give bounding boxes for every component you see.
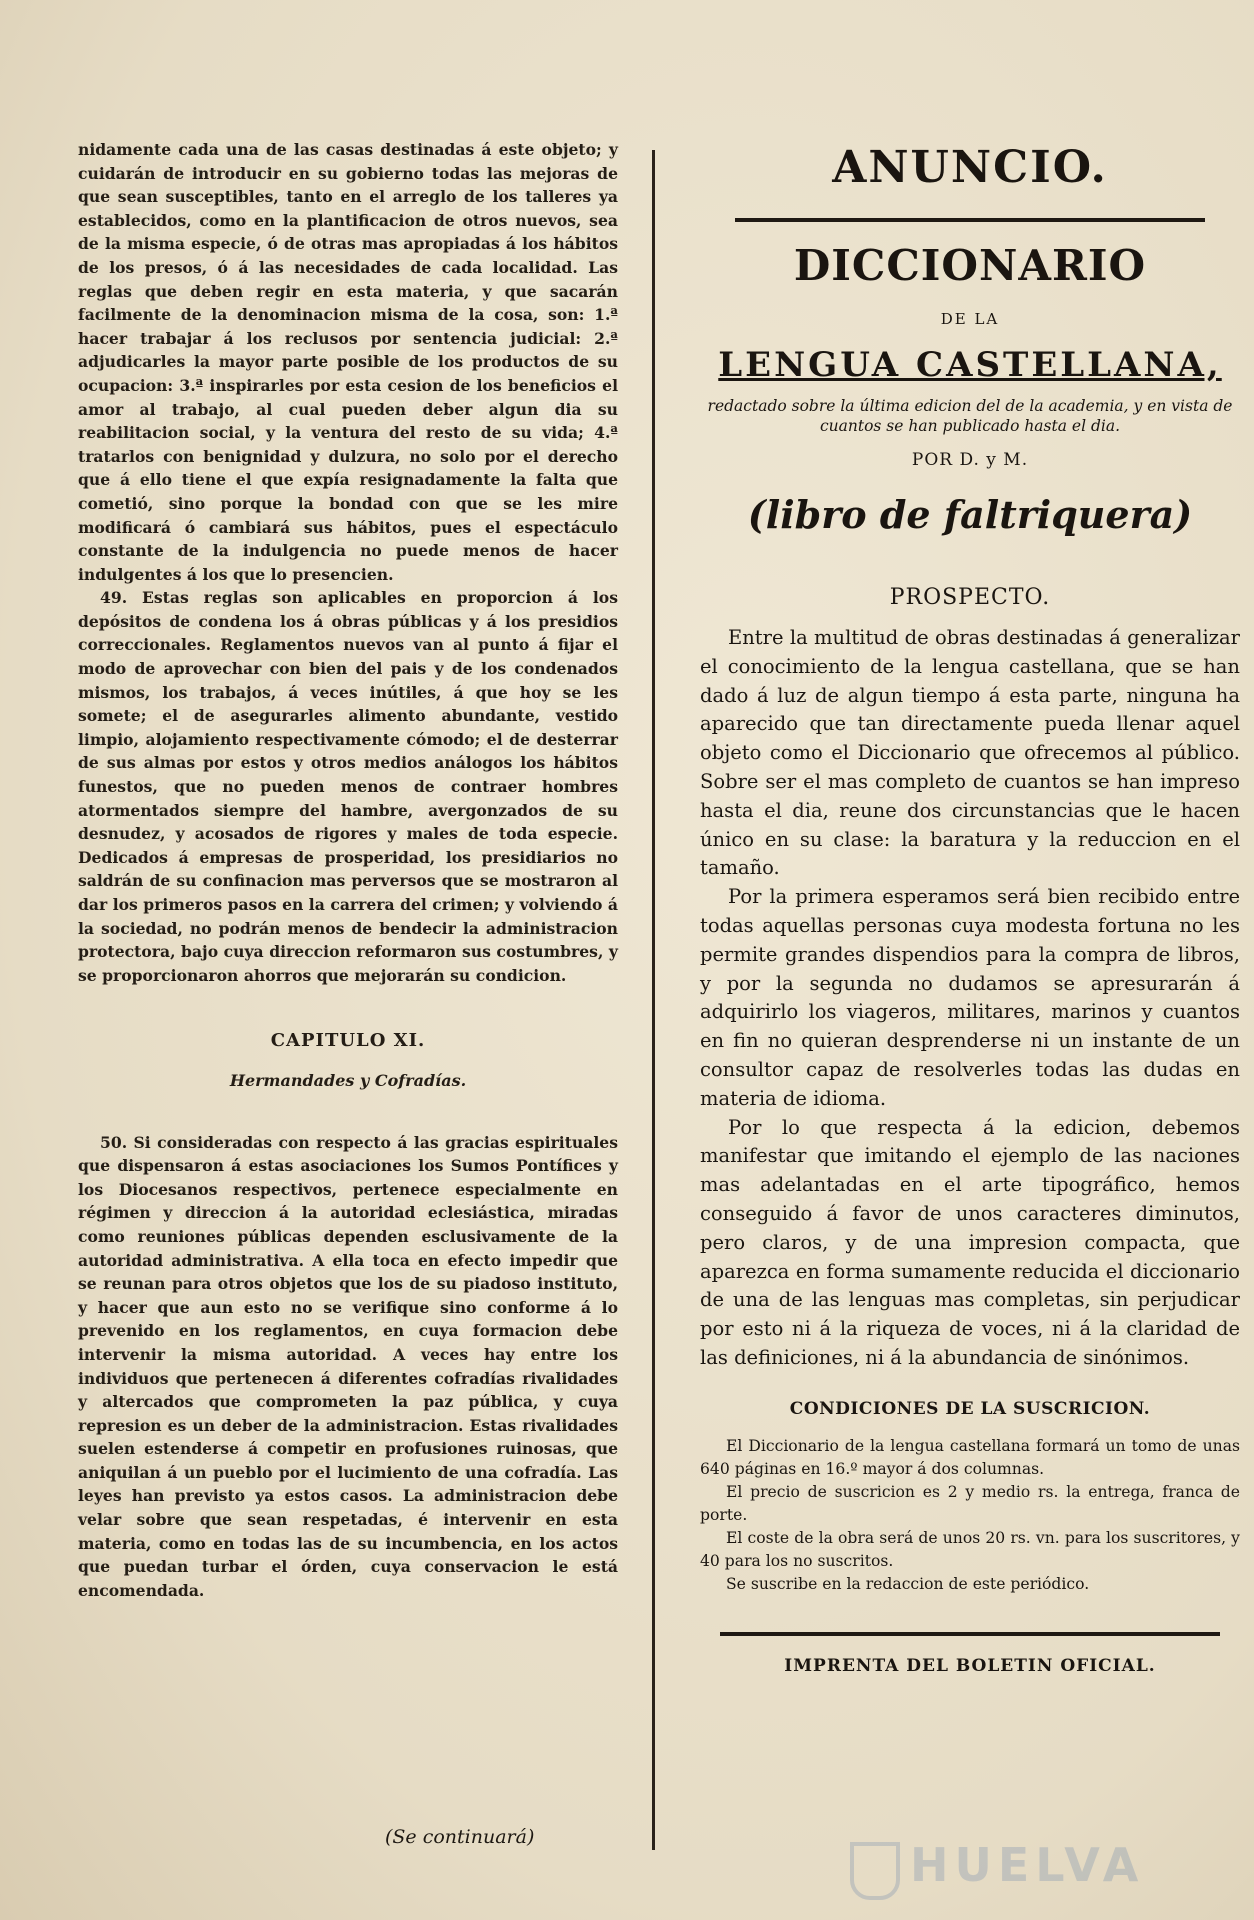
column-divider xyxy=(652,150,655,1850)
library-watermark xyxy=(850,1838,1170,1898)
horizontal-rule xyxy=(720,1632,1220,1636)
prospectus-body xyxy=(700,624,1240,1373)
chapter-title: CAPITULO XI. xyxy=(270,1030,426,1052)
condition-item: El precio de suscricion es 2 y medio rs. la entrega, franca de porte. xyxy=(700,1482,1240,1524)
paragraph-49: 49. Estas reglas son aplicables en proporcion á los depósitos de condena los á obras públicas y á los presidios correccionales. Reglamentos nuevos van al punto á fijar el modo de aprovechar con bien del pais y de los condenados mismos, los trabajos, á veces inútiles, á que hoy se les somete; el de asegurarles alimento abundante, vestido limpio, alojamiento respectivamente cómodo; el de desterrar de sus almas por estos y otros medios análogos los hábitos funestos, que no pueden menos de contraer hombres atormentados siempre del hambre, avergonzados de su desnudez, y acosados de rigores y males de toda especie. Dedicados á empresas de prosperidad, los presidiarios no saldrán de su confinacion mas perversos que se mostraron al dar los primeros pasos en la carrera del crimen; y volviendo á la sociedad, no podrán menos de bendecir la administracion protectora, bajo cuya direccion reformaron sus costumbres, y se proporcionaron ahorros que mejorarán su condicion. xyxy=(78,588,618,985)
condition-item: Se suscribe en la redaccion de este periódico. xyxy=(726,1574,1090,1593)
watermark-text: HUELVA xyxy=(910,1838,1145,1892)
right-column xyxy=(700,138,1240,1676)
lengua-castellana-title: LENGUA CASTELLANA, xyxy=(718,345,1222,385)
prospectus-paragraph: Por lo que respecta á la edicion, debemos manifestar que imitando el ejemplo de las naciones mas adelantadas en el arte tipográfico, hemos conseguido á favor de unos caracteres diminutos, pero claros, y de una impresion compacta, que aparezca en forma sumamente reducida el diccionario de una de las lenguas mas completas, sin perjudicar por esto ni á la riqueza de voces, ni á la claridad de las definiciones, ni á la abundancia de sinónimos. xyxy=(700,1115,1240,1369)
de-la-label: DE LA xyxy=(940,310,1000,328)
printer-imprint: IMPRENTA DEL BOLETIN OFICIAL. xyxy=(784,1655,1156,1676)
paragraph-50: 50. Si consideradas con respecto á las gracias espirituales que dispensaron á estas asociaciones los Sumos Pontífices y los Diocesanos respectivos, pertenece especialmente en régimen y direccion á la autoridad eclesiástica, miradas como reuniones públicas dependen esclusivamente de la autoridad administrativa. A ella toca en efecto impedir que se reunan para otros objetos que los de su piadoso instituto, y hacer que aun esto no se verifique sino conforme á lo prevenido en los reglamentos, en cuya formacion debe intervenir la misma autoridad. A veces hay entre los individuos que pertenecen á diferentes cofradías rivalidades y altercados que comprometen la paz pública, y cuya represion es un deber de la administracion. Estas rivalidades suelen estenderse á competir en profusiones ruinosas, que aniquilan á un pueblo por el lucimiento de una cofradía. Las leyes han previsto ya estos casos. La administracion debe velar sobre que sean respetadas, é intervenir en esta materia, como en todas las de su incumbencia, en los actos que puedan turbar el órden, cuya conservacion le está encomendada. xyxy=(78,1132,618,1600)
condition-item: El Diccionario de la lengua castellana formará un tomo de unas 640 páginas en 16.º mayor á dos columnas. xyxy=(700,1436,1240,1478)
horizontal-rule xyxy=(735,218,1205,222)
prospectus-paragraph: Entre la multitud de obras destinadas á generalizar el conocimiento de la lengua castellana, que se han dado á luz de algun tiempo á esta parte, ninguna ha aparecido que tan directamente pueda llenar aquel objeto como el Diccionario que ofrecemos al público. Sobre ser el mas completo de cuantos se han impreso hasta el dia, reune dos circunstancias que le hacen único en su clase: la baratura y la reduccion en el tamaño. xyxy=(700,626,1240,880)
shield-icon xyxy=(850,1842,900,1900)
conditions-heading: CONDICIONES DE LA SUSCRICION. xyxy=(789,1398,1151,1419)
prospectus-heading: PROSPECTO. xyxy=(889,585,1051,610)
condition-item: El coste de la obra será de unos 20 rs. vn. para los suscritores, y 40 para los no suscritos. xyxy=(700,1528,1240,1570)
pocket-book-subtitle: (libro de faltriquera) xyxy=(747,492,1193,537)
conditions-body xyxy=(700,1435,1240,1596)
prospectus-paragraph: Por la primera esperamos será bien recibido entre todas aquellas personas cuya modesta fortuna no les permite grandes dispendios para la compra de libros, y por la segunda no dudamos se apresurarán á adquirirlo los viageros, militares, marinos y cuantos en fin no quieran desprenderse ni un instante de un consultor capaz de resolverles todas las dudas en materia de idioma. xyxy=(700,885,1240,1110)
redactado-note: redactado sobre la última edicion del de la academia, y en vista de cuantos se han publicado hasta el dia. xyxy=(707,397,1233,435)
author-line: POR D. y M. xyxy=(911,450,1029,470)
paragraph-intro: nidamente cada una de las casas destinadas á este objeto; y cuidarán de introducir en su gobierno todas las mejoras de que sean susceptibles, tanto en el arreglo de los talleres ya establecidos, como en la plantificacion de otros nuevos, sea de la misma especie, ó de otras mas apropiadas á los hábitos de los presos, ó á las necesidades de cada localidad. Las reglas que deben regir en esta materia, y que sacarán facilmente de la denominacion misma de la cosa, son: 1.ª hacer trabajar á los reclusos por sentencia judicial: 2.ª adjudicarles la mayor parte posible de los productos de su ocupacion: 3.ª inspirarles por esta cesion de los beneficios el amor al trabajo, al cual pueden deber algun dia su reabilitacion social, y la ventura del resto de su vida; 4.ª tratarlos con benignidad y dulzura, no solo por el derecho que á ello tiene el que expía resignadamente la falta que cometió, sino porque la bondad con que se les mire modificará ó cambiará sus hábitos, pues el espectáculo constante de la indulgencia no puede menos de hacer indulgentes á los que lo presencien. xyxy=(78,140,618,584)
continued-note: (Se continuará) xyxy=(385,1826,535,1848)
announcement-heading: ANUNCIO. xyxy=(832,142,1108,193)
dictionary-title: DICCIONARIO xyxy=(793,241,1147,290)
chapter-subtitle: Hermandades y Cofradías. xyxy=(229,1070,467,1090)
left-column xyxy=(78,138,618,1602)
